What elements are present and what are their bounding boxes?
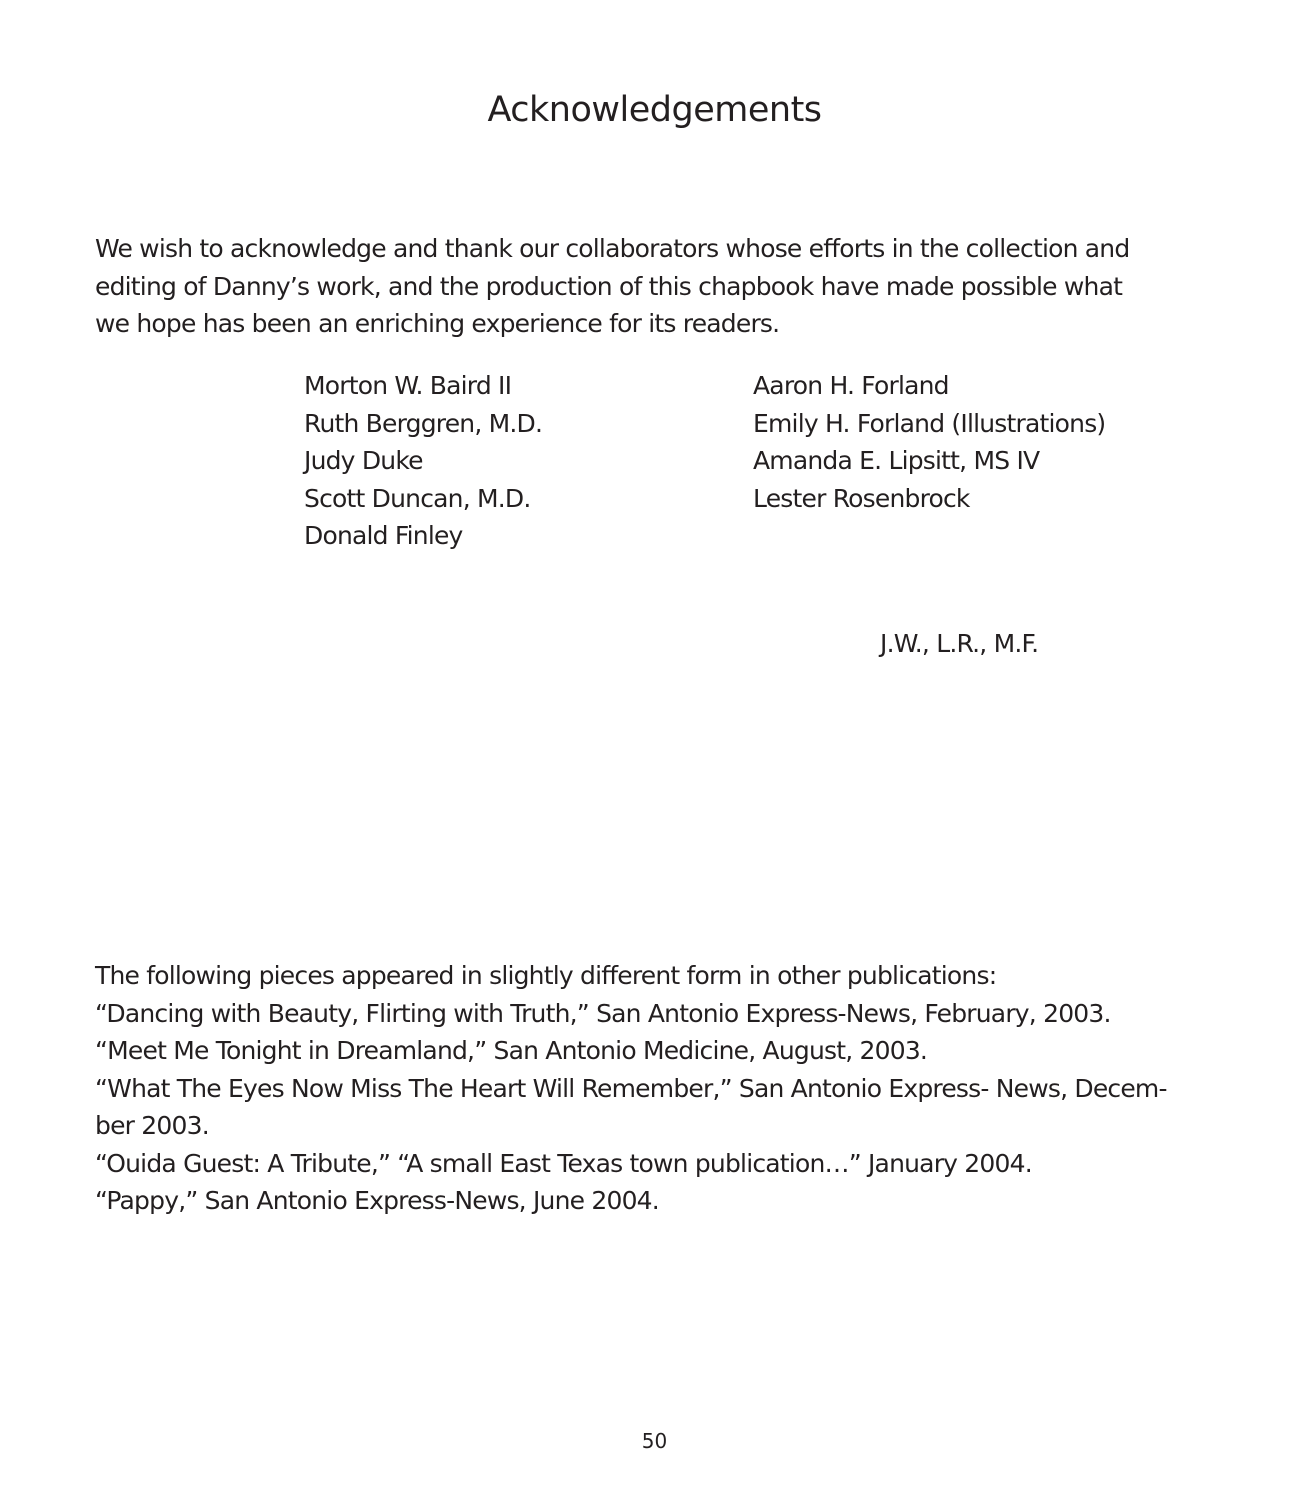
intro-line: we hope has been an enriching experience for its readers.	[95, 309, 780, 338]
collaborator-name: Donald Finley	[304, 521, 463, 550]
collaborator-name: Morton W. Baird II	[304, 371, 512, 400]
collaborator-name: Ruth Berggren, M.D.	[304, 408, 543, 438]
collaborator-name: Aaron H. Forland	[753, 371, 949, 400]
collaborator-name: Scott Duncan, M.D.	[304, 483, 531, 513]
intro-line: editing of Danny’s work, and the production of this chapbook have made possible what	[95, 271, 1123, 301]
collaborator-name: Amanda E. Lipsitt, MS IV	[753, 446, 1040, 475]
page-title: Acknowledgements	[487, 90, 822, 130]
publications-list	[95, 957, 1220, 1220]
collaborator-name: Lester Rosenbrock	[753, 483, 970, 513]
publication-entry: “Ouida Guest: A Tribute,” “A small East Texas town publication…” January 2004.	[95, 1148, 1032, 1178]
publications-intro: The following pieces appeared in slightly different form in other publications:	[95, 961, 997, 990]
publication-entry: “Dancing with Beauty, Flirting with Truth,” San Antonio Express-News, February, 2003.	[95, 998, 1111, 1028]
publication-entry: “Meet Me Tonight in Dreamland,” San Antonio Medicine, August, 2003.	[95, 1036, 928, 1065]
collaborators-left-column	[304, 367, 542, 555]
page-number: 50	[641, 1429, 668, 1453]
signature-initials: J.W., L.R., M.F.	[880, 629, 1039, 658]
publication-entry-continued: ber 2003.	[95, 1111, 209, 1140]
collaborator-name: Emily H. Forland (Illustrations)	[753, 408, 1106, 438]
publication-entry: “What The Eyes Now Miss The Heart Will Remember,” San Antonio Express- News, Decem-	[95, 1073, 1167, 1103]
collaborators-right-column	[753, 367, 1105, 517]
intro-paragraph	[95, 230, 1220, 343]
intro-line: We wish to acknowledge and thank our collaborators whose efforts in the collection and	[95, 234, 1130, 263]
publication-entry: “Pappy,” San Antonio Express-News, June 2004.	[95, 1186, 659, 1215]
collaborator-name: Judy Duke	[304, 446, 423, 475]
